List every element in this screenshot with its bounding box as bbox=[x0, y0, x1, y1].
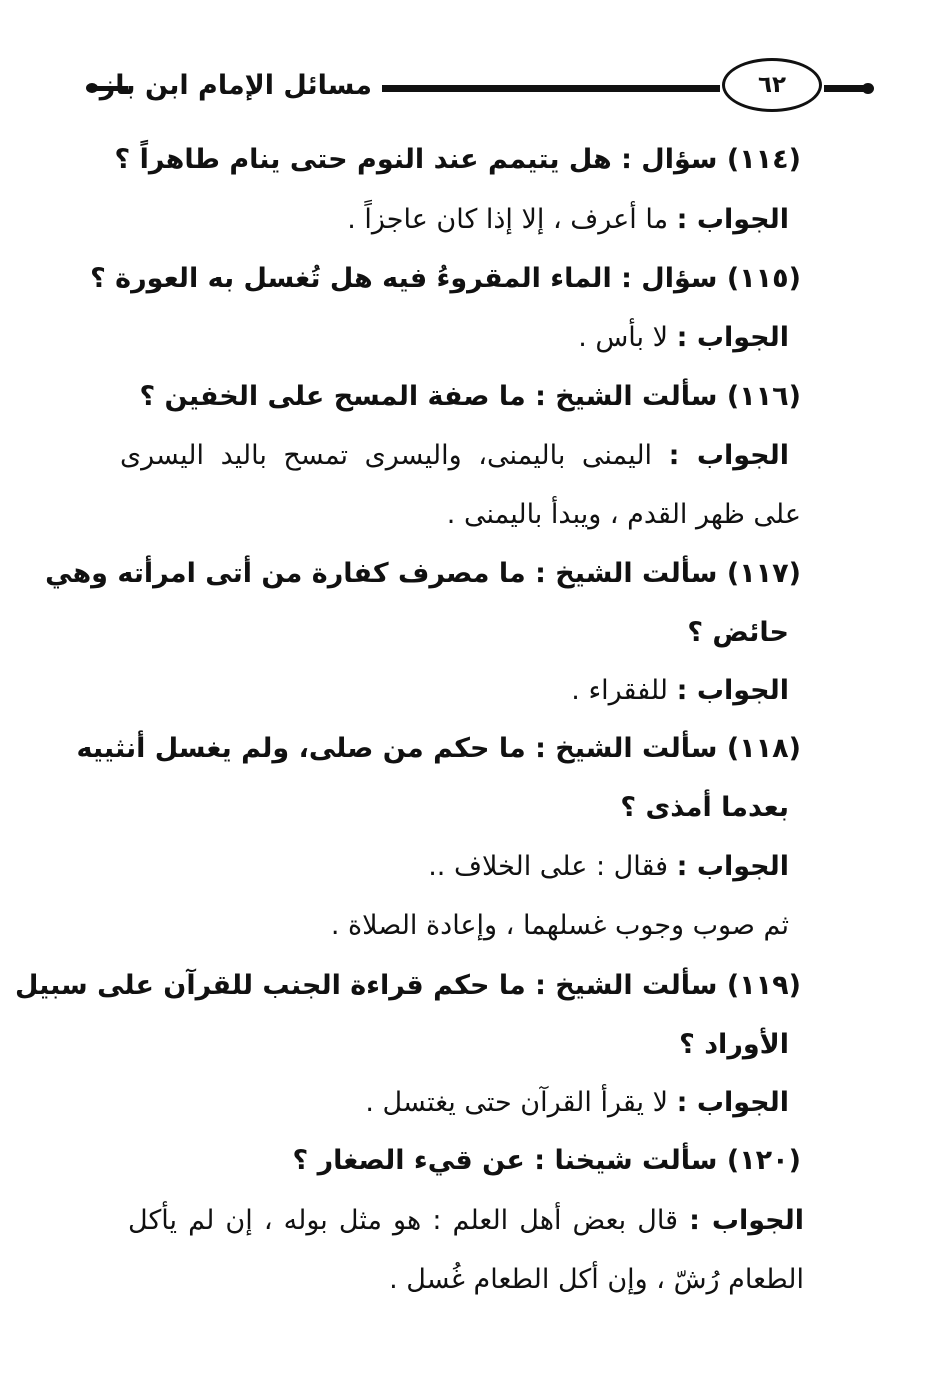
answer-118-line-2: ثم صوب وجوب غسلهما ، وإعادة الصلاة . bbox=[330, 910, 789, 941]
answer-text: قال بعض أهل العلم : هو مثل بوله ، إن لم يأكل bbox=[128, 1205, 690, 1236]
question-117-line-2: حائض ؟ bbox=[687, 617, 789, 648]
question-119-line-2: الأوراد ؟ bbox=[679, 1029, 789, 1060]
page-header bbox=[80, 52, 880, 124]
book-title: مسائل الإمام ابن باز bbox=[99, 70, 372, 101]
answer-label: الجواب : bbox=[676, 204, 789, 235]
question-117-line-1: (١١٧) سألت الشيخ : ما مصرف كفارة من أتى امرأته وهي bbox=[45, 558, 801, 589]
question-119-line-1: (١١٩) سألت الشيخ : ما حكم قراءة الجنب للقرآن على سبيل bbox=[15, 970, 801, 1001]
header-ornament-dot-right bbox=[862, 83, 874, 94]
answer-label: الجواب : bbox=[676, 851, 789, 882]
answer-label: الجواب : bbox=[676, 1087, 789, 1118]
answer-text: لا يقرأ القرآن حتى يغتسل . bbox=[365, 1087, 677, 1118]
answer-text: للفقراء . bbox=[571, 675, 677, 706]
answer-text: اليمنى باليمنى، واليسرى تمسح باليد اليسرى bbox=[120, 440, 669, 471]
answer-120-line-1 bbox=[128, 1196, 804, 1246]
answer-116-line-2: على ظهر القدم ، ويبدأ باليمنى . bbox=[446, 499, 801, 530]
answer-118-line-1 bbox=[120, 842, 789, 892]
answer-119 bbox=[120, 1078, 789, 1128]
answer-116-line-1 bbox=[120, 431, 789, 481]
question-118-line-2: بعدما أمذى ؟ bbox=[620, 792, 789, 823]
question-114: (١١٤) سؤال : هل يتيمم عند النوم حتى ينام طاهراً ؟ bbox=[114, 144, 801, 175]
answer-label: الجواب : bbox=[689, 1205, 804, 1236]
header-rule-right bbox=[824, 85, 866, 92]
header-rule-middle bbox=[382, 85, 720, 92]
answer-label: الجواب : bbox=[676, 322, 789, 353]
answer-114 bbox=[120, 195, 789, 245]
answer-text: فقال : على الخلاف .. bbox=[428, 851, 677, 882]
question-120: (١٢٠) سألت شيخنا : عن قيء الصغار ؟ bbox=[292, 1145, 801, 1176]
answer-text: ما أعرف ، إلا إذا كان عاجزاً . bbox=[347, 204, 677, 235]
page-number: ٦٢ bbox=[722, 58, 822, 112]
answer-label: الجواب : bbox=[676, 675, 789, 706]
answer-120-line-2: الطعام رُشّ ، وإن أكل الطعام غُسل . bbox=[389, 1264, 804, 1295]
answer-117 bbox=[120, 666, 789, 716]
answer-label: الجواب : bbox=[668, 440, 789, 471]
question-118-line-1: (١١٨) سألت الشيخ : ما حكم من صلى، ولم يغسل أنثييه bbox=[76, 733, 801, 764]
answer-text: لا بأس . bbox=[578, 322, 677, 353]
question-116: (١١٦) سألت الشيخ : ما صفة المسح على الخفين ؟ bbox=[139, 381, 801, 412]
question-115: (١١٥) سؤال : الماء المقروءُ فيه هل تُغسل به العورة ؟ bbox=[90, 263, 801, 294]
answer-115 bbox=[120, 313, 789, 363]
